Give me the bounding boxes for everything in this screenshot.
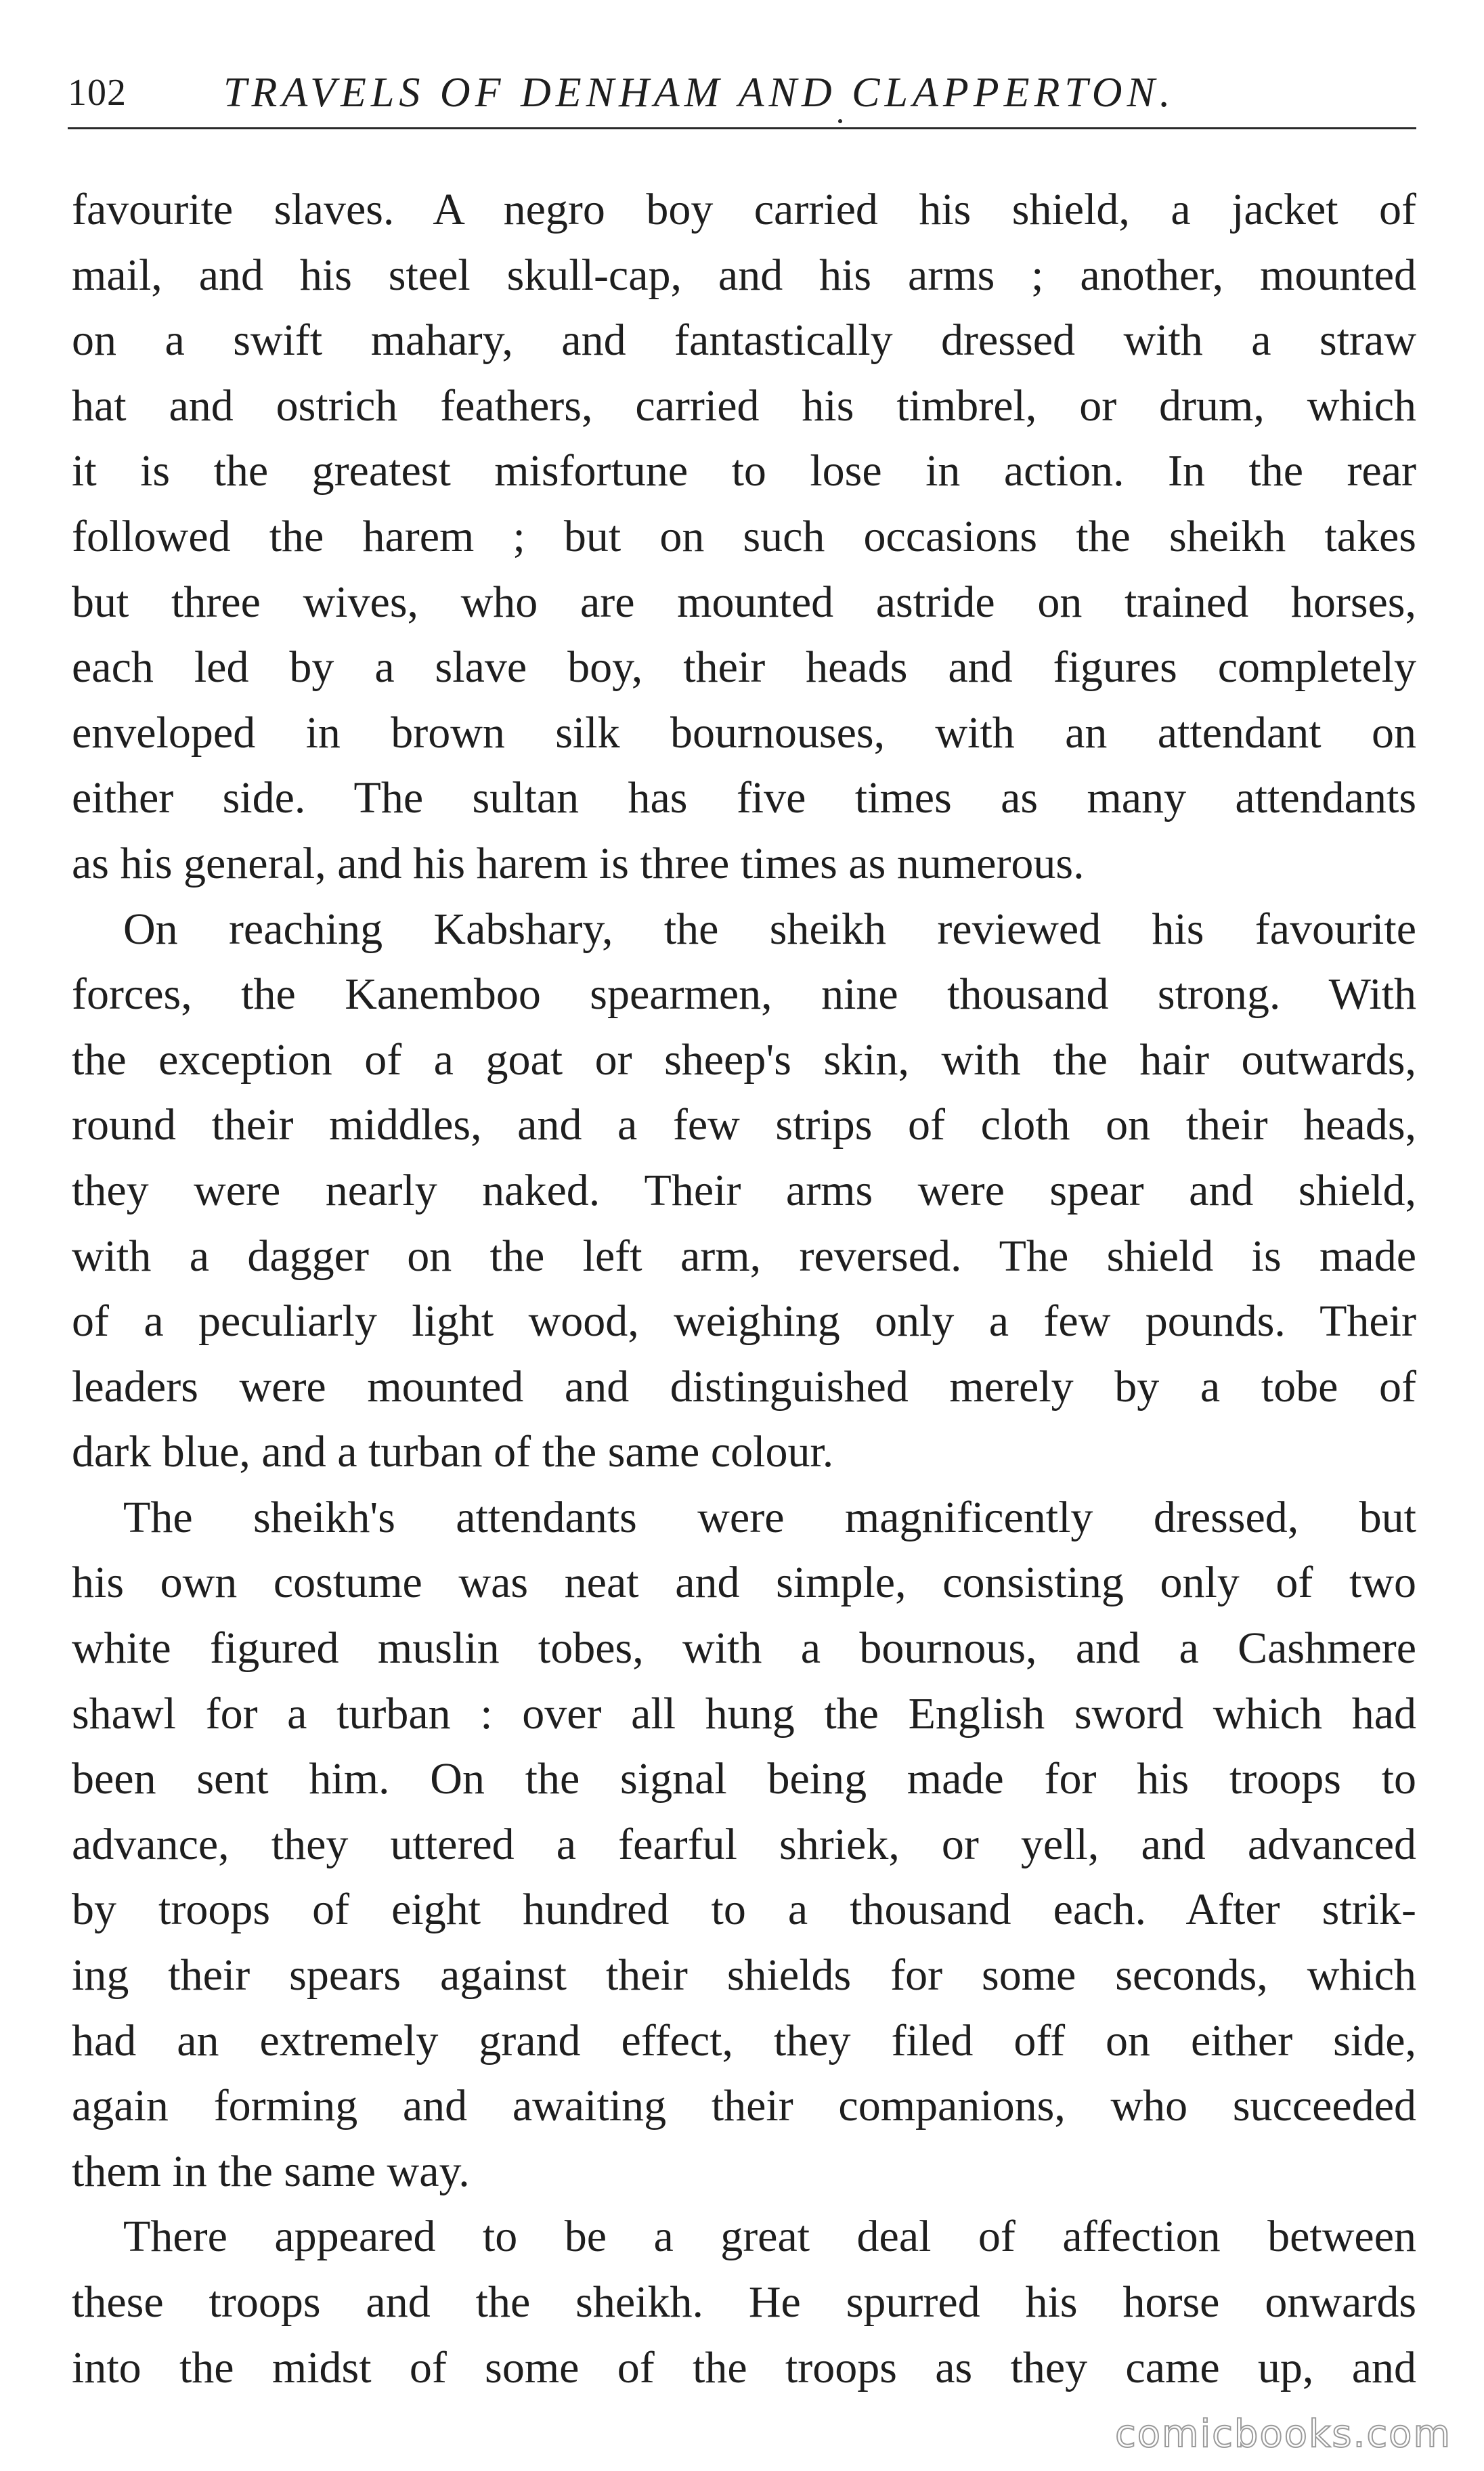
paragraph xyxy=(72,1485,1416,2205)
text-line: hat and ostrich feathers, carried his timbrel, or drum, which xyxy=(72,380,1416,431)
header-dot-ornament xyxy=(838,119,842,123)
running-title: TRAVELS OF DENHAM AND CLAPPERTON. xyxy=(223,70,1175,116)
text-line: favourite slaves. A negro boy carried his shield, a jacket of xyxy=(72,185,1416,234)
page-number: 102 xyxy=(68,72,127,114)
text-line: into the midst of some of the troops as they came up, and xyxy=(72,2342,1416,2392)
text-line: advance, they uttered a fearful shriek, or yell, and advanced xyxy=(72,1819,1416,1869)
text-line: been sent him. On the signal being made for his troops to xyxy=(72,1754,1416,1804)
running-head xyxy=(68,62,1415,123)
text-line: it is the greatest misfortune to lose in action. In the rear xyxy=(72,446,1416,496)
body-text xyxy=(72,177,1416,2401)
text-line: round their middles, and a few strips of cloth on their heads, xyxy=(72,1100,1416,1150)
header-rule xyxy=(68,127,1416,129)
text-line: leaders were mounted and distinguished merely by a tobe of xyxy=(72,1361,1416,1412)
text-line: by troops of eight hundred to a thousand each. After strik- xyxy=(72,1885,1416,1935)
text-line: them in the same way. xyxy=(72,2146,470,2196)
text-line: his own costume was neat and simple, consisting only of two xyxy=(72,1558,1416,1608)
paragraph xyxy=(72,177,1416,897)
text-line: enveloped in brown silk bournouses, with an attendant on xyxy=(72,707,1416,758)
text-line: they were nearly naked. Their arms were spear and shield, xyxy=(72,1165,1416,1215)
paragraph xyxy=(72,2204,1416,2401)
text-line: shawl for a turban : over all hung the English sword which had xyxy=(72,1688,1416,1739)
text-line: on a swift mahary, and fantastically dressed with a straw xyxy=(72,315,1416,366)
text-line: On reaching Kabshary, the sheikh reviewed his favourite xyxy=(123,904,1416,954)
text-line: There appeared to be a great deal of affection between xyxy=(123,2212,1416,2262)
text-line: as his general, and his harem is three times as numerous. xyxy=(72,838,1085,888)
text-line: dark blue, and a turban of the same colour. xyxy=(72,1427,834,1477)
watermark: comicbooks.com xyxy=(1114,2412,1452,2456)
text-line: these troops and the sheikh. He spurred his horse onwards xyxy=(72,2277,1416,2327)
paragraph xyxy=(72,897,1416,1485)
text-line: ing their spears against their shields for some seconds, which xyxy=(72,1950,1416,2000)
text-line: had an extremely grand effect, they filed off on either side, xyxy=(72,2015,1416,2065)
text-line: followed the harem ; but on such occasions the sheikh takes xyxy=(72,511,1416,561)
text-line: either side. The sultan has five times as many attendants xyxy=(72,773,1416,823)
text-line: mail, and his steel skull-cap, and his arms ; another, mounted xyxy=(72,250,1416,300)
text-line: each led by a slave boy, their heads and figures completely xyxy=(72,642,1416,693)
text-line: but three wives, who are mounted astride on trained horses, xyxy=(72,577,1416,627)
text-line: again forming and awaiting their companions, who succeeded xyxy=(72,2081,1416,2131)
text-line: with a dagger on the left arm, reversed. The shield is made xyxy=(72,1231,1416,1281)
text-line: forces, the Kanemboo spearmen, nine thousand strong. With xyxy=(72,969,1416,1020)
text-line: The sheikh's attendants were magnificently dressed, but xyxy=(123,1492,1416,1542)
text-line: the exception of a goat or sheep's skin, with the hair outwards, xyxy=(72,1034,1416,1085)
text-line: white figured muslin tobes, with a bournous, and a Cashmere xyxy=(72,1623,1416,1674)
text-line: of a peculiarly light wood, weighing only a few pounds. Their xyxy=(72,1296,1416,1347)
